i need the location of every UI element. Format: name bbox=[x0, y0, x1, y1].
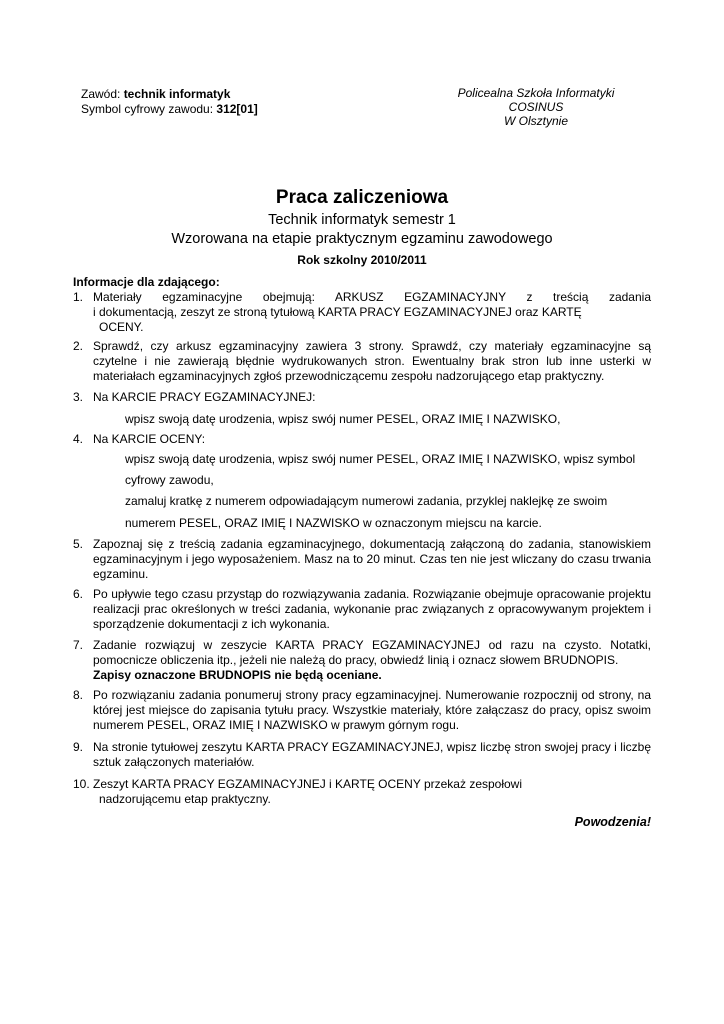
item-text-line: Zeszyt KARTA PRACY EGZAMINACYJNEJ i KARTĘ OCENY przekaż zespołowi bbox=[93, 777, 523, 791]
item-text-line: Materiały egzaminacyjne obejmują: ARKUSZ EGZAMINACYJNY z treścią zadania bbox=[93, 290, 651, 304]
item-number: 4. bbox=[73, 432, 84, 446]
list-item bbox=[73, 339, 651, 384]
item-text: Zapoznaj się z treścią zadania egzaminacyjnego, dokumentacją załączoną do zadania, stanowiskiem egzaminacyjnym i jego wyposażeniem. Masz na to 20 minut. Czas ten nie jest wliczany do czasu trwania egzaminu. bbox=[93, 537, 651, 581]
list-item bbox=[73, 537, 651, 582]
list-item bbox=[73, 777, 651, 807]
school-brand: COSINUS bbox=[508, 100, 564, 114]
school-name: Policealna Szkoła Informatyki bbox=[457, 86, 615, 100]
symbol-line bbox=[81, 102, 258, 117]
item-number: 5. bbox=[73, 537, 84, 551]
profession-value: technik informatyk bbox=[123, 87, 231, 101]
item-number: 1. bbox=[73, 290, 84, 304]
item-text: Po rozwiązaniu zadania ponumeruj strony pracy egzaminacyjnej. Numerowanie rozpocznij od strony, na której jest miejsce do zapisania tytułu pracy. Wszystkie materiały, które załączasz do pracy, opisz swoim numerem PESEL, ORAZ IMIĘ I NAZWISKO w prawym górnym rogu. bbox=[93, 688, 651, 732]
item-text: Na stronie tytułowej zeszytu KARTA PRACY EGZAMINACYJNEJ, wpisz liczbę stron swojej pracy i liczbę sztuk załączonych materiałów. bbox=[93, 740, 651, 769]
profession-info bbox=[81, 87, 258, 117]
item-text: Sprawdź, czy arkusz egzaminacyjny zawiera 3 strony. Sprawdź, czy materiały egzaminacyjne są czytelne i nie zawierają błędnie wydrukowanych stron. Ewentualny brak stron lub inne usterki w materiałach egzaminacyjnych zgłoś przewodniczącemu zespołu nadzorującego etap praktyczny. bbox=[93, 339, 651, 383]
item-number: 8. bbox=[73, 688, 84, 702]
list-item bbox=[73, 290, 651, 335]
school-city: W Olsztynie bbox=[503, 114, 568, 128]
document-subtitle-2: Wzorowana na etapie praktycznym egzaminu zawodowego bbox=[171, 231, 553, 247]
item-text: Na KARCIE OCENY: bbox=[93, 432, 206, 446]
symbol-value: 312[01] bbox=[216, 102, 258, 116]
profession-label: Zawód: bbox=[81, 87, 124, 101]
school-info bbox=[436, 86, 636, 128]
item-text-line: i dokumentacją, zeszyt ze stroną tytułową KARTA PRACY EGZAMINACYJNEJ oraz KARTĘ bbox=[93, 305, 582, 319]
sub-item: wpisz swoją datę urodzenia, wpisz swój numer PESEL, ORAZ IMIĘ I NAZWISKO, bbox=[125, 412, 561, 426]
list-item bbox=[73, 638, 651, 683]
sub-item: wpisz swoją datę urodzenia, wpisz swój numer PESEL, ORAZ IMIĘ I NAZWISKO, wpisz symbol bbox=[125, 452, 636, 466]
profession-line bbox=[81, 87, 258, 102]
item-text-line: nadzorującemu etap praktyczny. bbox=[99, 792, 271, 806]
sub-item: zamaluj kratkę z numerem odpowiadającym numerowi zadania, przyklej naklejkę ze swoim bbox=[125, 494, 608, 508]
item-text: Na KARCIE PRACY EGZAMINACYJNEJ: bbox=[93, 390, 316, 404]
list-item bbox=[73, 740, 651, 770]
sub-item: cyfrowy zawodu, bbox=[125, 473, 214, 487]
item-number: 2. bbox=[73, 339, 84, 353]
title-block bbox=[0, 187, 724, 268]
closing-text: Powodzenia! bbox=[574, 815, 651, 829]
item-bold-note: Zapisy oznaczone BRUDNOPIS nie będą oceniane. bbox=[93, 668, 382, 682]
list-item bbox=[73, 432, 651, 447]
item-text-line: OCENY. bbox=[99, 320, 144, 334]
item-text: Zadanie rozwiązuj w zeszycie KARTA PRACY EGZAMINACYJNEJ od razu na czysto. Notatki, pomocnicze obliczenia itp., jeżeli nie należą do pracy, obwiedź linią i oznacz słowem BRUDNOPIS. bbox=[93, 638, 651, 667]
info-heading: Informacje dla zdającego: bbox=[73, 275, 220, 289]
sub-item: numerem PESEL, ORAZ IMIĘ I NAZWISKO w oznaczonym miejscu na karcie. bbox=[125, 516, 542, 530]
item-number: 10. bbox=[73, 777, 90, 791]
school-year: Rok szkolny 2010/2011 bbox=[297, 253, 427, 267]
item-number: 3. bbox=[73, 390, 84, 404]
item-number: 6. bbox=[73, 587, 84, 601]
document-title: Praca zaliczeniowa bbox=[275, 187, 449, 208]
item-number: 9. bbox=[73, 740, 84, 754]
list-item bbox=[73, 688, 651, 733]
symbol-label: Symbol cyfrowy zawodu: bbox=[81, 102, 217, 116]
list-item bbox=[73, 587, 651, 632]
document-subtitle: Technik informatyk semestr 1 bbox=[268, 212, 456, 228]
item-text: Po upływie tego czasu przystąp do rozwiązywania zadania. Rozwiązanie obejmuje opracowanie projektu realizacji prac określonych w treści zadania, wykonanie prac związanych z opracowywanym projektem i sporządzenie dokumentacji z ich wykonania. bbox=[93, 587, 651, 631]
item-number: 7. bbox=[73, 638, 84, 652]
list-item bbox=[73, 390, 651, 405]
